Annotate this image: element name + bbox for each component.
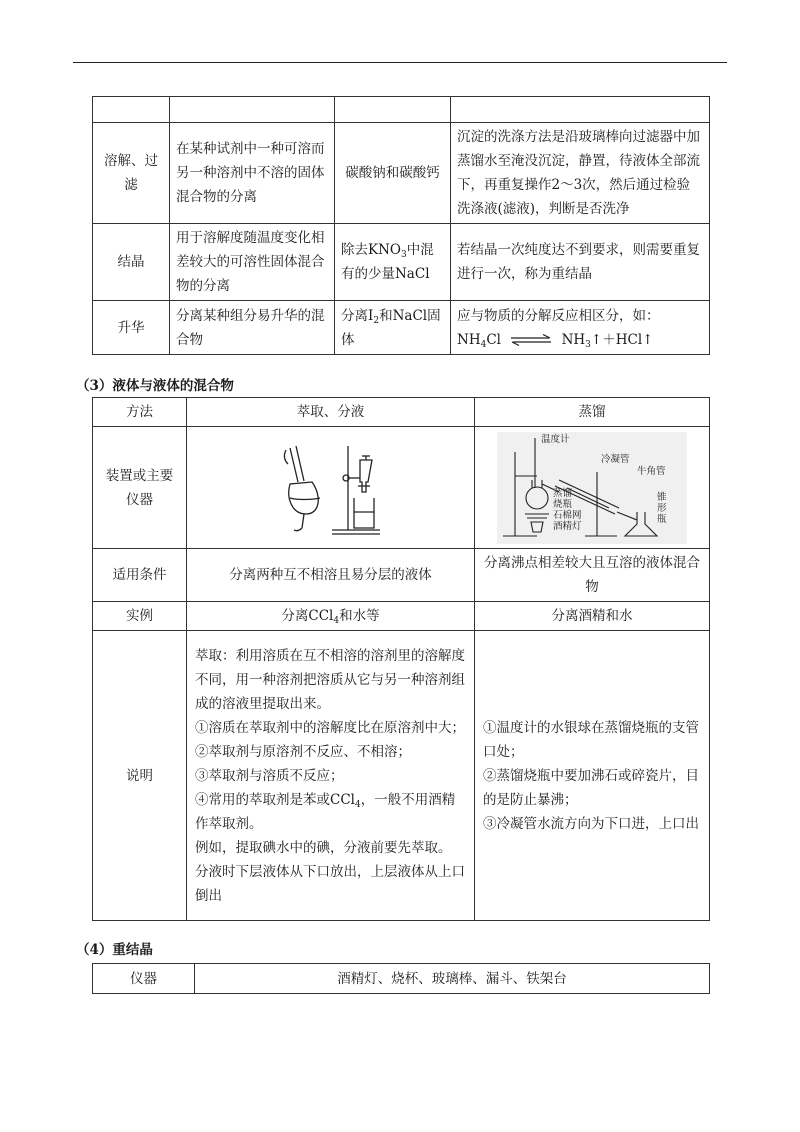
example-distillation: 分离酒精和水	[475, 602, 710, 631]
condition-extraction: 分离两种互不相溶且易分层的液体	[187, 549, 475, 602]
label-cone-2: 形	[657, 502, 667, 514]
example-cell: 除去$KNO_3$中混有的少量NaCl	[335, 224, 451, 301]
label-thermometer: 温度计	[541, 433, 570, 445]
distillation-figure-cell	[475, 427, 710, 549]
example-cell: 分离$I_2$和NaCl固体	[335, 301, 451, 355]
example-label: 实例	[93, 602, 187, 631]
decomposition-equation: $NH_4Cl$ $NH_3↑+HCl↑$	[457, 331, 654, 350]
reversible-arrow-icon	[509, 334, 553, 346]
note-cell: 若结晶一次纯度达不到要求，则需要重复进行一次，称为重结晶	[451, 224, 710, 301]
condition-label: 适用条件	[93, 549, 187, 602]
scope-cell: 在某种试剂中一种可溶而另一种溶剂中不溶的固体混合物的分离	[170, 123, 335, 224]
method-cell: 升华	[93, 301, 170, 355]
scope-cell: 用于溶解度随温度变化相差较大的可溶性固体混合物的分离	[170, 224, 335, 301]
example-cell: 碳酸钠和碳酸钙	[335, 123, 451, 224]
table-row-apparatus	[93, 427, 710, 549]
apparatus-label: 装置或主要仪器	[93, 427, 187, 549]
label-adapter: 牛角管	[637, 465, 666, 477]
method-cell: 溶解、过滤	[93, 123, 170, 224]
table-solid-separation	[92, 96, 710, 355]
explanation-distillation: ①温度计的水银球在蒸馏烧瓶的支管口处； ②蒸馏烧瓶中要加沸石或碎瓷片，目的是防止暴沸； ③冷凝管水流方向为下口进，上口出	[475, 631, 710, 921]
label-lamp: 酒精灯	[553, 520, 582, 532]
example-extraction: 分离CCl$_4$和水等	[187, 602, 475, 631]
label-cone-3: 瓶	[657, 513, 667, 525]
table-row-condition	[93, 549, 710, 602]
table-liquid-separation	[92, 397, 710, 921]
instrument-label: 仪器	[93, 964, 195, 994]
label-condenser: 冷凝管	[601, 453, 630, 465]
scope-cell: 分离某种组分易升华的混合物	[170, 301, 335, 355]
explanation-label: 说明	[93, 631, 187, 921]
explanation-extraction: 萃取：利用溶质在互不相溶的溶剂里的溶解度不同，用一种溶剂把溶质从它与另一种溶剂组成的溶液里提取出来。 ①溶质在萃取剂中的溶解度比在原溶剂中大； ②萃取剂与原溶剂不反应、不相溶； ③萃取剂与溶质不反应； ④常用的萃取剂是苯或CCl$_4$，一般不用酒精作萃取剂。 例如，提取碘水中的碘，分液前要先萃取。 分液时下层液体从下口放出，上层液体从上口倒出	[187, 631, 475, 921]
table-row	[93, 301, 710, 355]
table-row-explanation	[93, 631, 710, 921]
extraction-figure-cell	[187, 427, 475, 549]
table-row-empty	[93, 97, 710, 123]
header-extraction: 萃取、分液	[187, 398, 475, 427]
separatory-funnel-figure	[276, 438, 386, 538]
method-cell: 结晶	[93, 224, 170, 301]
label-gauze: 石棉网	[553, 509, 582, 521]
note-cell: 沉淀的洗涤方法是沿玻璃棒向过滤器中加蒸馏水至淹没沉淀，静置，待液体全部流下，再重复操作2～3次，然后通过检验洗涤液(滤液)，判断是否洗净	[451, 123, 710, 224]
condition-distillation: 分离沸点相差较大且互溶的液体混合物	[475, 549, 710, 602]
section-title-3: （3）液体与液体的混合物	[76, 378, 234, 394]
header-method: 方法	[93, 398, 187, 427]
header-rule	[73, 62, 727, 63]
section-title-4: （4）重结晶	[76, 942, 153, 958]
note-cell: 应与物质的分解反应相区分，如： $NH_4Cl$ $NH_3↑+HCl↑$	[451, 301, 710, 355]
table-row	[93, 224, 710, 301]
table-row	[93, 964, 710, 994]
table-row-example	[93, 602, 710, 631]
label-cone-1: 锥	[657, 491, 667, 503]
label-flask-1: 蒸馏	[553, 487, 573, 499]
instrument-list: 酒精灯、烧杯、玻璃棒、漏斗、铁架台	[195, 964, 710, 994]
table-recrystallization	[92, 963, 710, 994]
table-header-row	[93, 398, 710, 427]
distillation-apparatus-figure	[497, 432, 687, 544]
table-row	[93, 123, 710, 224]
label-flask-2: 烧瓶	[553, 498, 573, 510]
header-distillation: 蒸馏	[475, 398, 710, 427]
